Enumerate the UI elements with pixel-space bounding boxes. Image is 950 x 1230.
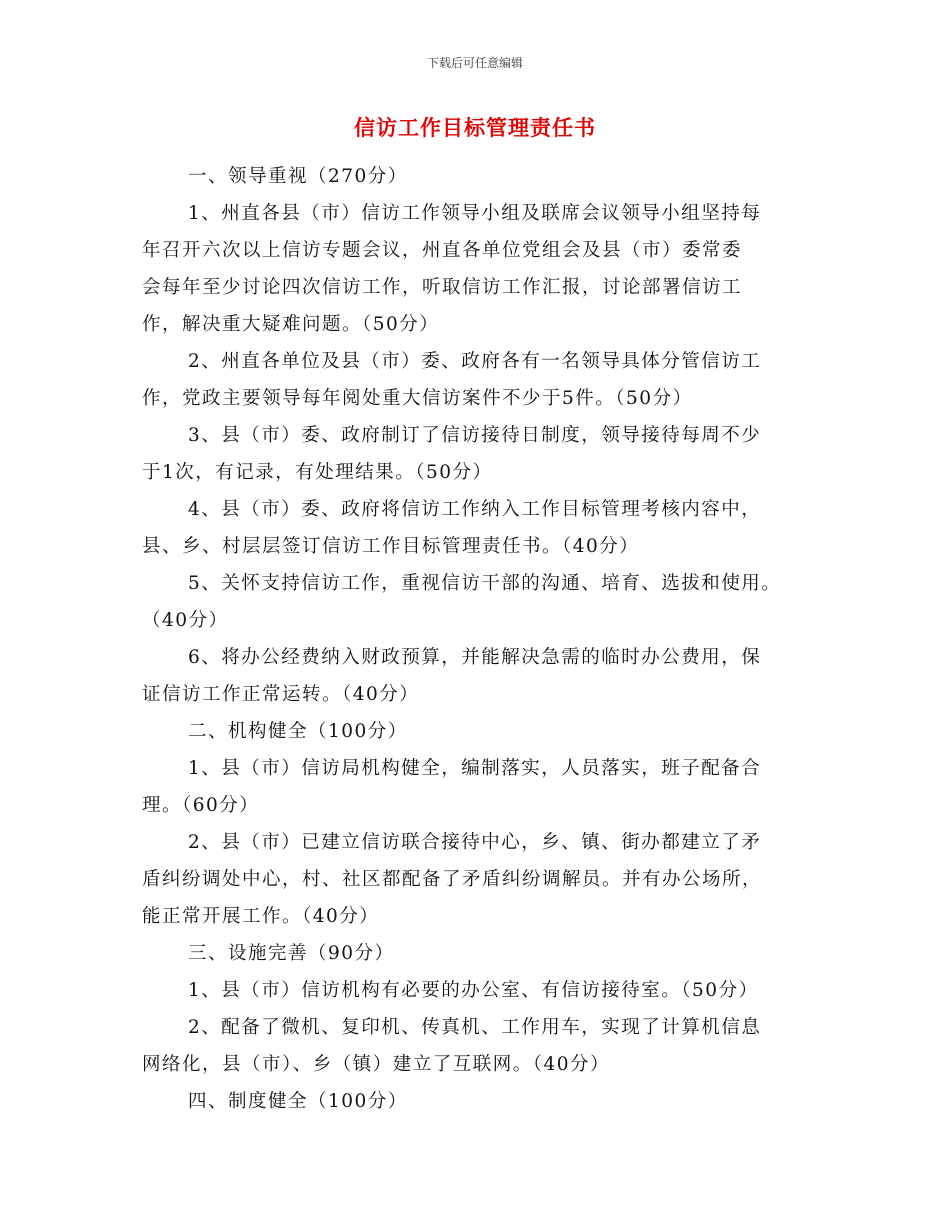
paragraph-line: 2、州直各单位及县（市）委、政府各有一名领导具体分管信访工 xyxy=(188,351,762,372)
paragraph-line: （40分） xyxy=(142,610,229,631)
paragraph-line: 4、县（市）委、政府将信访工作纳入工作目标管理考核内容中， xyxy=(188,499,762,520)
paragraph-line: 网络化，县（市）、乡（镇）建立了互联网。（40分） xyxy=(142,1054,611,1075)
paragraph-line: 年召开六次以上信访专题会议，州直各单位党组会及县（市）委常委 xyxy=(142,240,743,261)
paragraph-line: 2、县（市）已建立信访联合接待中心，乡、镇、街办都建立了矛 xyxy=(188,832,762,853)
paragraph-line: 能正常开展工作。（40分） xyxy=(142,906,380,927)
document-title: 信访工作目标管理责任书 xyxy=(354,115,596,140)
paragraph-line: 作，党政主要领导每年阅处重大信访案件不少于5件。（50分） xyxy=(142,388,693,409)
paragraph-line: 1、县（市）信访机构有必要的办公室、有信访接待室。（50分） xyxy=(188,980,759,1001)
paragraph-line: 理。（60分） xyxy=(142,795,260,816)
paragraph-line: 盾纠纷调处中心，村、社区都配备了矛盾纠纷调解员。并有办公场所， xyxy=(142,869,763,890)
paragraph-line: 1、州直各县（市）信访工作领导小组及联席会议领导小组坚持每 xyxy=(188,203,762,224)
paragraph-line: 于1次，有记录，有处理结果。（50分） xyxy=(142,462,493,483)
paragraph-line: 2、配备了微机、复印机、传真机、工作用车，实现了计算机信息 xyxy=(188,1017,762,1038)
paragraph-line: 6、将办公经费纳入财政预算，并能解决急需的临时办公费用，保 xyxy=(188,647,762,668)
section-heading: 四、制度健全（100分） xyxy=(188,1091,408,1112)
paragraph-line: 作，解决重大疑难问题。（50分） xyxy=(142,314,440,335)
section-heading: 二、机构健全（100分） xyxy=(188,721,408,742)
paragraph-line: 3、县（市）委、政府制订了信访接待日制度，领导接待每周不少 xyxy=(188,425,762,446)
paragraph-line: 1、县（市）信访局机构健全，编制落实，人员落实，班子配备合 xyxy=(188,758,762,779)
paragraph-line: 县、乡、村层层签订信访工作目标管理责任书。（40分） xyxy=(142,536,640,557)
section-heading: 一、领导重视（270分） xyxy=(188,166,408,187)
paragraph-line: 5、关怀支持信访工作，重视信访干部的沟通、培育、选拔和使用。 xyxy=(188,573,782,594)
paragraph-line: 会每年至少讨论四次信访工作，听取信访工作汇报，讨论部署信访工 xyxy=(142,277,743,298)
header-note: 下载后可任意编辑 xyxy=(426,56,523,70)
paragraph-line: 证信访工作正常运转。（40分） xyxy=(142,684,420,705)
section-heading: 三、设施完善（90分） xyxy=(188,943,395,964)
document-body xyxy=(142,158,822,1120)
